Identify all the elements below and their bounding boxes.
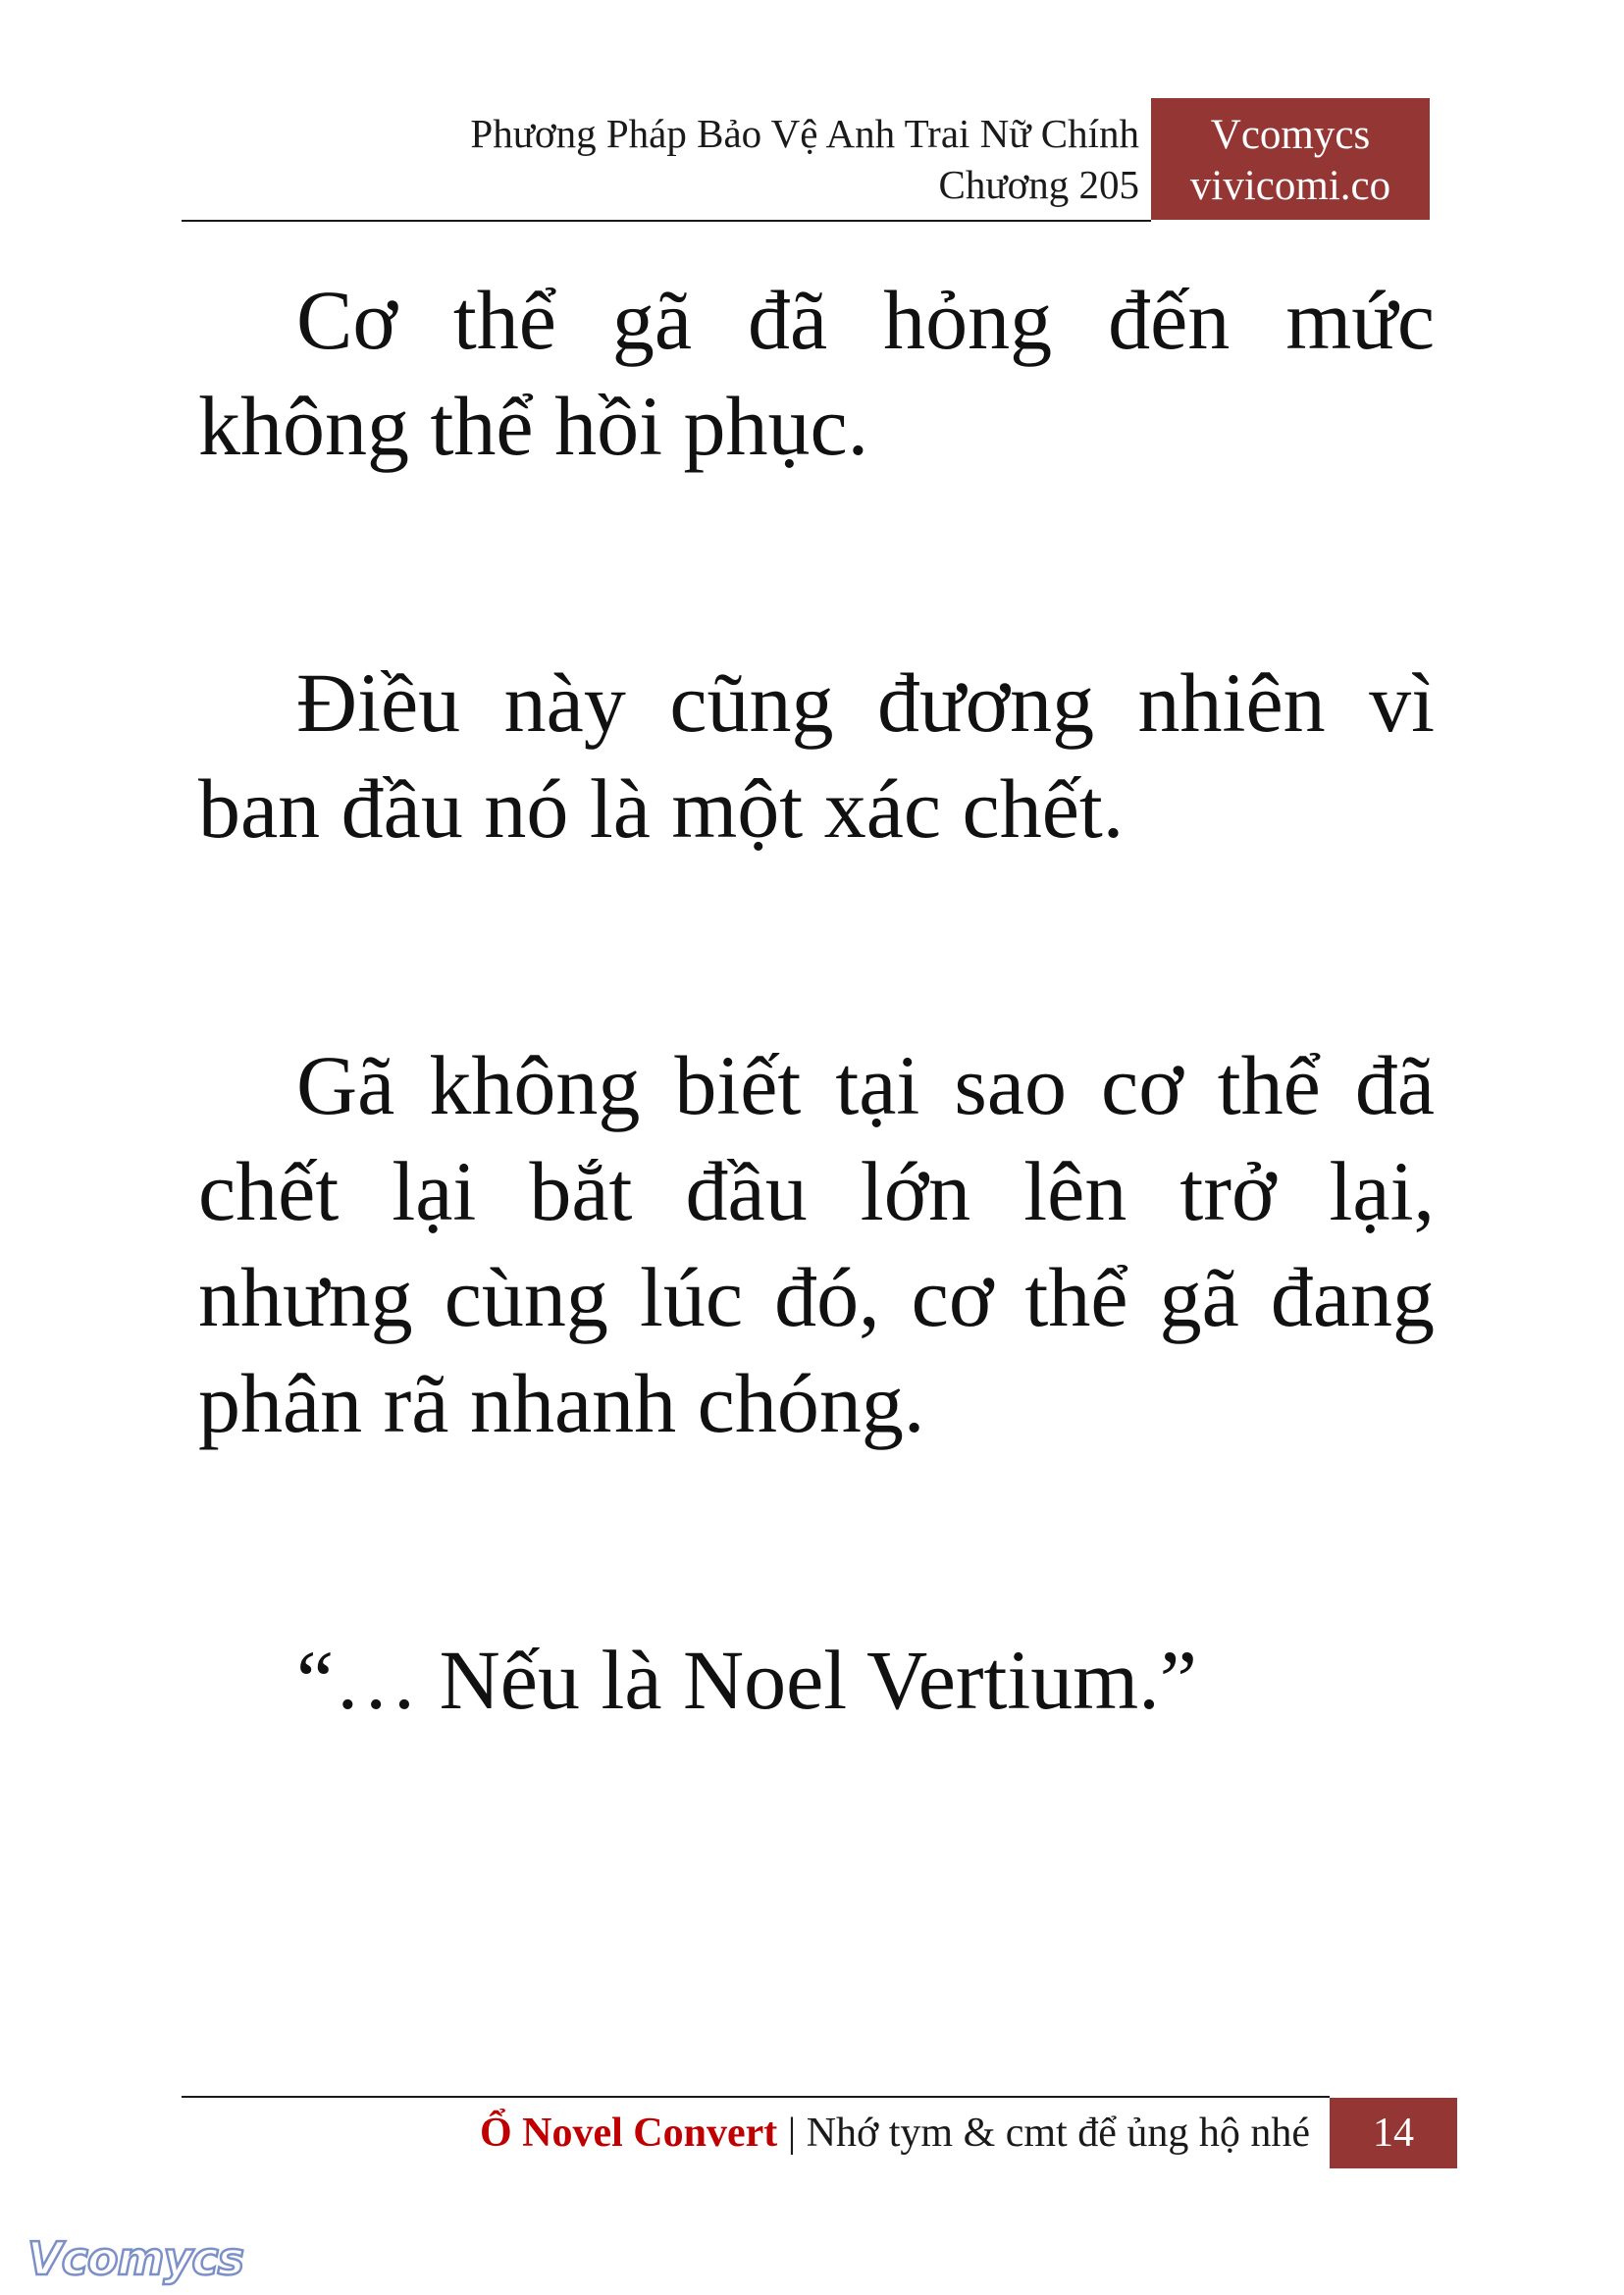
paragraph: Gã không biết tại sao cơ thể đã chết lại bắt đầu lớn lên trở lại, nhưng cùng lúc đó, cơ thể gã đang phân rã nhanh chóng.	[198, 1038, 1435, 1450]
vcomycs-watermark-logo	[24, 2227, 249, 2290]
svg-text:Vcomycs: Vcomycs	[27, 2232, 244, 2285]
badge-site-name: Vcomycs	[1210, 112, 1371, 158]
footer-brand: Ổ Novel Convert	[479, 2111, 778, 2156]
footer-message: Nhớ tym & cmt để ủng hộ nhé	[806, 2111, 1310, 2156]
dialogue-paragraph: “… Nếu là Noel Vertium.”	[296, 1633, 1197, 1727]
book-title: Phương Pháp Bảo Vệ Anh Trai Nữ Chính	[470, 111, 1139, 156]
paragraph: Điều này cũng đương nhiên vì ban đầu nó là một xác chết.	[198, 655, 1435, 856]
page-number: 14	[1330, 2098, 1457, 2168]
chapter-body	[198, 267, 1435, 1904]
paragraph: Cơ thể gã đã hỏng đến mức không thể hồi phục.	[198, 273, 1435, 473]
footer-separator: |	[777, 2111, 807, 2156]
footer-text	[480, 2108, 1310, 2159]
page-footer	[182, 2098, 1457, 2168]
header-divider	[182, 220, 1151, 222]
page-header	[182, 98, 1430, 220]
chapter-label: Chương 205	[938, 162, 1139, 207]
site-badge	[1151, 98, 1430, 220]
badge-site-url: vivicomi.co	[1189, 163, 1391, 209]
header-titles	[470, 108, 1139, 210]
